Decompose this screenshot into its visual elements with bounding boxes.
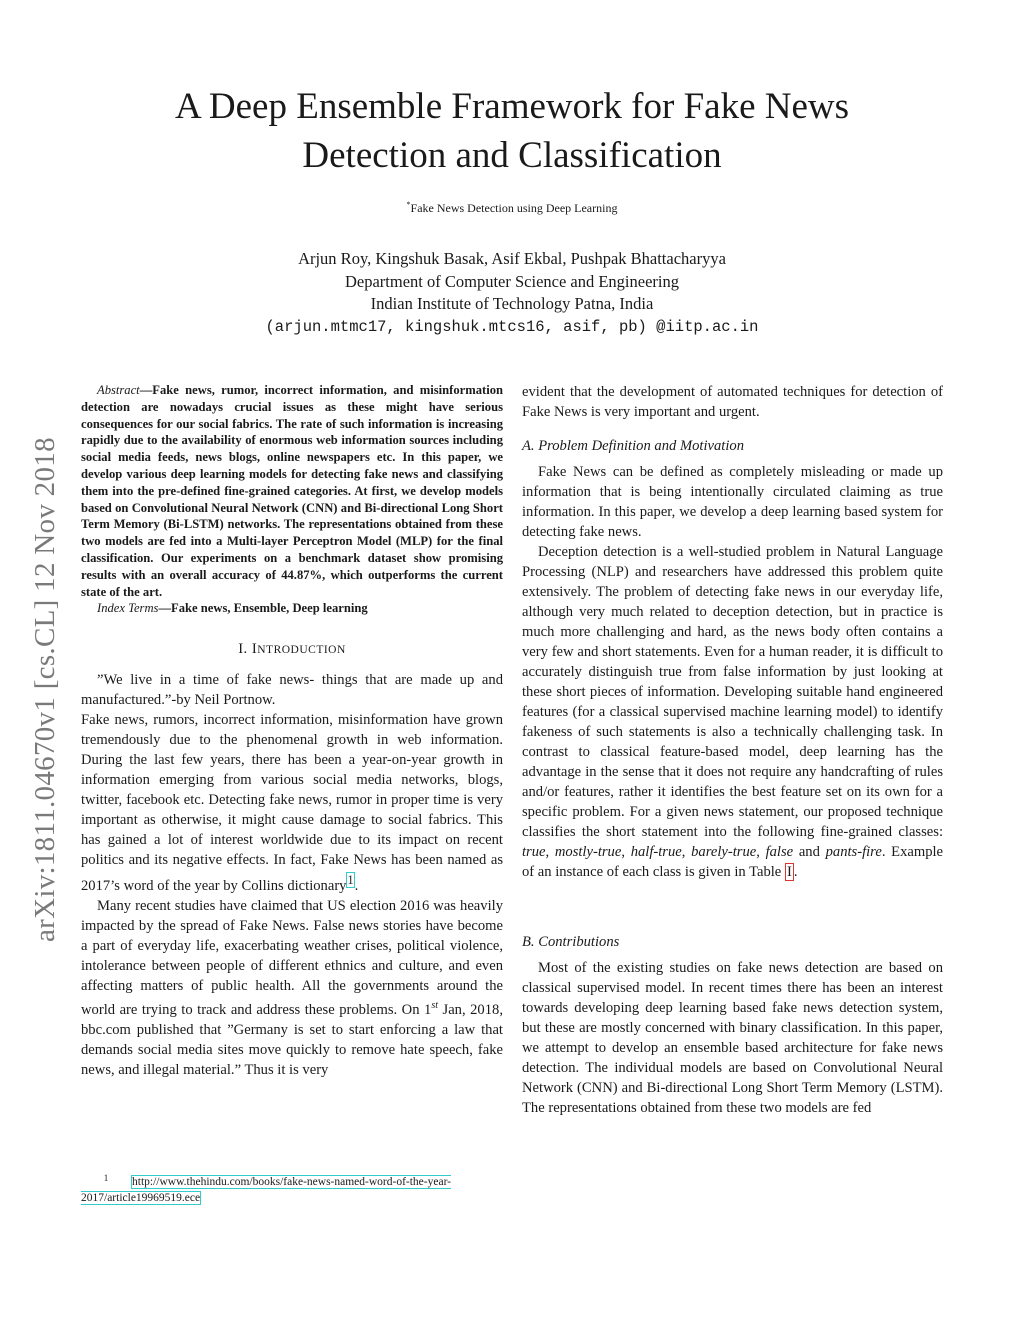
title-line-1: A Deep Ensemble Framework for Fake News [174,86,850,127]
footnote-number: 1 [103,1173,109,1183]
intro-paragraph-2-text-b: Jan, 2018, bbc.com published that ”Germany is set to start enforcing a law that demands social media sites move quickly to remove hate speech, fake news, and illegal material.” Thus it is very [81,1001,503,1078]
author-block [100,248,924,338]
class-mostly-true: mostly-true [554,844,622,860]
section-heading-introduction [81,639,503,660]
right-paragraph-0: evident that the development of automated techniques for detection of Fake News is very important and urgent. [522,384,943,420]
intro-paragraph-1 [81,710,503,896]
subsection-heading-problem: A. Problem Definition and Motivation [522,438,744,454]
intro-paragraph-2 [81,896,503,1080]
class-pants-fire: pants-fire [825,844,882,860]
right-paragraph-2-end: . [793,864,798,880]
author-institute: Indian Institute of Technology Patna, India [370,294,654,313]
right-paragraph-2 [522,542,943,882]
paper-title [100,82,924,180]
class-half-true: half-true [630,844,682,860]
right-paragraph-3: Most of the existing studies on fake news detection are based on classical supervised model. In recent times there has been an interest towards developing deep learning based fake news detection system, but these are mostly concerned with binary classification. In this paper, we attempt to develop an ensemble based architecture for fake news detection. The individual models are based on Convolutional Neural Network (CNN) and Bi-directional Long Short Term Memory (LSTM). The representations obtained from these two models are fed [522,960,943,1116]
separator: and [793,844,826,860]
spacer [522,882,943,918]
subsection-heading-contributions: B. Contributions [522,934,620,950]
index-terms-label: Index Terms [97,601,159,616]
class-false: false [765,844,794,860]
intro-quote: ”We live in a time of fake news- things that are made up and manufactured.”-by Neil Portnow. [81,672,503,709]
author-emails: (arjun.mtmc17, kingshuk.mtcs16, asif, pb) @iitp.ac.in [265,317,759,336]
right-column [522,382,943,1118]
right-paragraph-2-text: Deception detection is a well-studied problem in Natural Language Processing (NLP) and researchers have addressed this problem quite extensively. The problem of detecting fake news in our everyday life, although very much related to deception detection, but in practice is much more challenging and hard, as the news body often contains a very few and short statements. Even for a human reader, it is difficult to accurately distinguish true from false information by just looking at these short pieces of information. Developing suitable hand engineered features (for a classical supervised machine learning model) to identify fakeness of such statements is also a technically challenging task. In contrast to classical feature-based model, deep learning has the advantage in the sense that it does not require any handcrafting of rules and/or features, rather it identifies the best feature set on its own for a specific problem. For a given news statement, our proposed technique classifies the short statement into the following fine-grained classes: [522,544,943,840]
section-first-letter: I [251,641,258,658]
footnote [81,1170,503,1206]
section-numeral: I. [238,641,252,658]
title-line-2: Detection and Classification [302,135,722,176]
footnote-ref-1[interactable]: 1 [347,873,354,888]
ordinal-superscript: st [431,1000,438,1012]
author-names: Arjun Roy, Kingshuk Basak, Asif Ekbal, Pushpak Bhattacharyya [298,249,726,268]
left-column [81,382,503,1080]
footnote-url-part-1: http://www.thehindu.com/books/fake-news-named-word-of-the-year- [132,1176,452,1188]
author-department: Department of Computer Science and Engineering [344,271,679,291]
abstract-label: Abstract [97,383,140,397]
right-paragraph-2-text-b: . Example of an instance of each class is given in Table [522,844,944,880]
subtitle-text: Fake News Detection using Deep Learning [410,201,618,215]
separator: , [756,844,766,860]
intro-paragraph-2-text-a: Many recent studies have claimed that US election 2016 was heavily impacted by the spread of Fake News. False news stories have become a part of everyday life, exacerbating weather crises, political violence, intolerance between people of different ethnics and culture, and even affecting matters of public health. All the governments around the world are trying to track and address these problems. On 1 [81,898,503,1018]
intro-paragraph-1-end: . [354,878,359,895]
index-terms-text: —Fake news, Ensemble, Deep learning [158,601,368,616]
right-paragraph-1: Fake News can be defined as completely misleading or made up information that is being intentionally circulated claiming as true information. In this paper, we develop a deep learning based system for detecting fake news. [522,464,943,540]
abstract-text: —Fake news, rumor, incorrect information, and misinformation detection are nowadays crucial issues as these might have serious consequences for our social fabrics. The rate of such information is increasing rapidly due to the availability of enormous web information sources including social media feeds, news blogs, online newspapers etc. In this paper, we develop various deep learning models for detecting fake news and classifying them into the pre-defined fine-grained categories. At first, we develop models based on Convolutional Neural Network (CNN) and Bi-directional Long Short Term Memory (Bi-LSTM) networks. The representations obtained from these two models are fed into a Multi-layer Perceptron Model (MLP) for the final classification. Our experiments on a benchmark dataset show promising results with an overall accuracy of 44.87%, which outperforms the current state of the art. [81,383,503,599]
separator: , [681,844,692,860]
table-reference-link[interactable]: I [786,864,792,880]
intro-paragraph-1-text: Fake news, rumors, incorrect information, misinformation have grown tremendously due to the phenomenal growth in web information. During the last few years, there has been a year-on-year growth in information emerging from various social media networks, blogs, twitter, facebook etc. Detecting fake news, rumor in proper time is very important as otherwise, it might cause damage to social fabrics. This has gained a lot of interest worldwide due to its impact on recent politics and its negative effects. In fact, Fake News has been named as 2017’s word of the year by Collins dictionary [81,712,503,895]
class-true: true [522,844,546,860]
separator: , [545,844,555,860]
paper-subtitle [200,200,824,216]
abstract [81,382,503,600]
class-barely-true: barely-true [691,844,757,860]
subtitle-mark: * [406,200,411,209]
footnote-url-part-2: 2017/article19969519.ece [81,1192,201,1204]
footnote-link[interactable] [81,1175,451,1205]
index-terms [81,600,503,617]
separator: , [621,844,631,860]
arxiv-identifier: arXiv:1811.04670v1 [cs.CL] 12 Nov 2018 [29,437,61,942]
section-title-rest: NTRODUCTION [257,644,346,657]
